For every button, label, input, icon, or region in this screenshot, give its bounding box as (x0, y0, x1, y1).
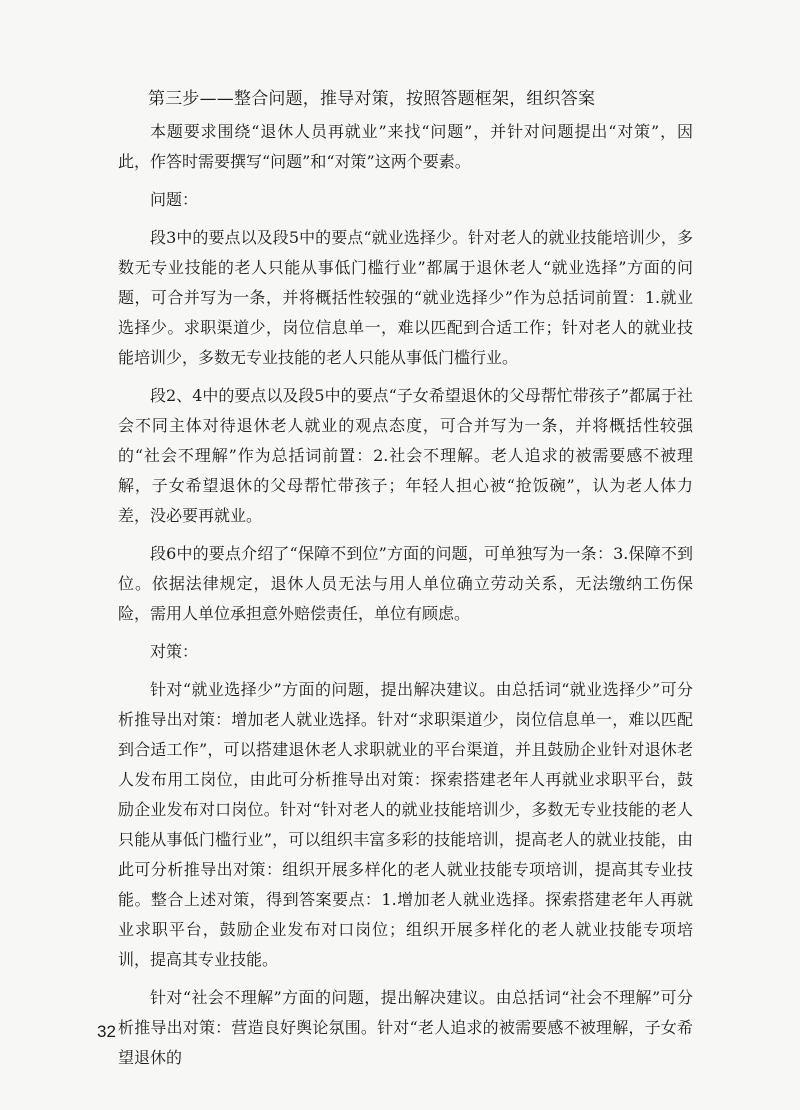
section-heading: 第三步——整合问题，推导对策，按照答题框架，组织答案 (148, 89, 596, 109)
problem-paragraph-3: 段6中的要点介绍了“保障不到位”方面的问题，可单独写为一条：3.保障不到位。依据法律规定，退休人员无法与用人单位确立劳动关系，无法缴纳工伤保险，需用人单位承担意外赔偿责任，单位有顾虑。 (118, 544, 693, 623)
countermeasure-paragraph-2: 针对“社会不理解”方面的问题，提出解决建议。由总括词“社会不理解”可分析推导出对策：营造良好舆论氛围。针对“老人追求的被需要感不被理解，子女希望退休的 (118, 988, 693, 1067)
problems-label: 问题： (150, 190, 199, 209)
page-number: 32 (97, 1022, 116, 1041)
problem-paragraph-1: 段3中的要点以及段5中的要点“就业选择少。针对老人的就业技能培训少，多数无专业技能的老人只能从事低门槛行业”都属于退休老人“就业选择”方面的问题，可合并写为一条，并将概括性较强的“就业选择少”作为总括词前置：1.就业选择少。求职渠道少，岗位信息单一，难以匹配到合适工作；针对老人的就业技能培训少，多数无专业技能的老人只能从事低门槛行业。 (118, 228, 693, 367)
countermeasures-label: 对策： (150, 642, 199, 661)
problem-paragraph-2: 段2、4中的要点以及段5中的要点“子女希望退休的父母帮忙带孩子”都属于社会不同主体对待退休老人就业的观点态度，可合并写为一条，并将概括性较强的“社会不理解”作为总括词前置：2.社会不理解。老人追求的被需要感不被理解，子女希望退休的父母帮忙带孩子；年轻人担心被“抢饭碗”，认为老人体力差，没必要再就业。 (118, 386, 693, 525)
countermeasure-paragraph-1: 针对“就业选择少”方面的问题，提出解决建议。由总括词“就业选择少”可分析推导出对策：增加老人就业选择。针对“求职渠道少，岗位信息单一，难以匹配到合适工作”，可以搭建退休老人求职就业的平台渠道，并且鼓励企业针对退休老人发布用工岗位，由此可分析推导出对策：探索搭建老年人再就业求职平台，鼓励企业发布对口岗位。针对“针对老人的就业技能培训少，多数无专业技能的老人只能从事低门槛行业”，可以组织丰富多彩的技能培训，提高老人的就业技能，由此可分析推导出对策：组织开展多样化的老人就业技能专项培训，提高其专业技能。整合上述对策，得到答案要点：1.增加老人就业选择。探索搭建老年人再就业求职平台，鼓励企业发布对口岗位；组织开展多样化的老人就业技能专项培训，提高其专业技能。 (118, 680, 693, 969)
intro-paragraph: 本题要求围绕“退休人员再就业”来找“问题”，并针对问题提出“对策”，因此，作答时需要撰写“问题”和“对策”这两个要素。 (118, 122, 693, 171)
document-body (118, 117, 693, 1073)
